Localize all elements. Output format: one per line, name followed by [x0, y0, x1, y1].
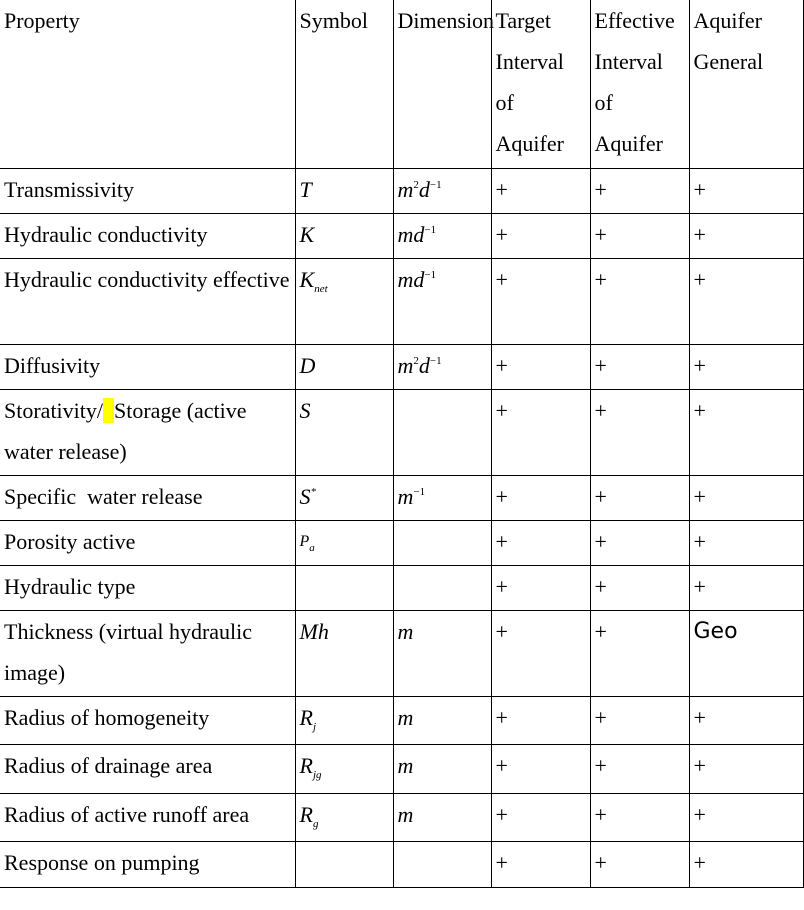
effective-cell: + — [590, 168, 689, 213]
effective-cell: + — [590, 696, 689, 744]
target-cell: + — [491, 258, 590, 344]
dimension-cell: m — [393, 793, 491, 841]
property-cell: Specific water release — [0, 475, 295, 520]
table-row — [0, 744, 803, 793]
dimension-cell — [393, 565, 491, 610]
aquifer-cell: + — [689, 213, 803, 258]
symbol-cell: $R_j$ — [295, 696, 393, 744]
aquifer-cell: + — [689, 793, 803, 841]
property-cell: Porosity active — [0, 520, 295, 565]
dimension-cell: $m^2d^{-1}$ — [393, 168, 491, 213]
symbol-cell: T — [295, 168, 393, 213]
property-cell: Hydraulic conductivity effective — [0, 258, 295, 344]
table-row — [0, 610, 803, 696]
symbol-cell: S — [295, 389, 393, 475]
effective-cell: + — [590, 389, 689, 475]
text-highlight — [103, 398, 114, 423]
symbol-cell: D — [295, 344, 393, 389]
target-cell: + — [491, 793, 590, 841]
effective-cell: + — [590, 475, 689, 520]
table-row — [0, 475, 803, 520]
symbol-cell: S* — [295, 475, 393, 520]
dimension-cell — [393, 389, 491, 475]
table-row — [0, 793, 803, 841]
symbol-cell: Mh — [295, 610, 393, 696]
aquifer-cell: + — [689, 520, 803, 565]
aquifer-cell: + — [689, 475, 803, 520]
property-cell: Radius of drainage area — [0, 744, 295, 793]
property-cell: Hydraulic conductivity — [0, 213, 295, 258]
property-cell: Response on pumping — [0, 841, 295, 887]
symbol-cell: $P_a$ — [295, 520, 393, 565]
aquifer-cell: + — [689, 696, 803, 744]
header-symbol: Symbol — [295, 0, 393, 168]
table-row — [0, 565, 803, 610]
aquifer-cell: + — [689, 258, 803, 344]
target-cell: + — [491, 213, 590, 258]
header-property: Property — [0, 0, 295, 168]
table-row — [0, 258, 803, 344]
table-row — [0, 213, 803, 258]
dimension-cell — [393, 841, 491, 887]
target-cell: + — [491, 565, 590, 610]
target-cell: + — [491, 696, 590, 744]
target-cell: + — [491, 841, 590, 887]
dimension-cell: m — [393, 696, 491, 744]
aquifer-cell: + — [689, 565, 803, 610]
target-cell: + — [491, 344, 590, 389]
dimension-cell: $m^2d^{-1}$ — [393, 344, 491, 389]
property-cell: Radius of homogeneity — [0, 696, 295, 744]
table-row — [0, 168, 803, 213]
table-row — [0, 520, 803, 565]
symbol-cell — [295, 841, 393, 887]
target-cell: + — [491, 520, 590, 565]
effective-cell: + — [590, 520, 689, 565]
dimension-cell: m — [393, 744, 491, 793]
effective-cell: + — [590, 610, 689, 696]
dimension-cell: $md^{-1}$ — [393, 258, 491, 344]
table-row — [0, 344, 803, 389]
aquifer-cell: + — [689, 744, 803, 793]
aquifer-cell: + — [689, 168, 803, 213]
effective-cell: + — [590, 213, 689, 258]
target-cell: + — [491, 610, 590, 696]
dimension-cell: m — [393, 610, 491, 696]
property-cell: Radius of active runoff area — [0, 793, 295, 841]
aquifer-cell: + — [689, 389, 803, 475]
dimension-cell: $m^{-1}$ — [393, 475, 491, 520]
table-row — [0, 841, 803, 887]
property-cell: Diffusivity — [0, 344, 295, 389]
symbol-cell: $R_{jg}$ — [295, 744, 393, 793]
symbol-cell: $R_g$ — [295, 793, 393, 841]
target-cell: + — [491, 389, 590, 475]
header-target-interval: Target Interval of Aquifer — [491, 0, 590, 168]
aquifer-cell: + — [689, 841, 803, 887]
dimension-cell — [393, 520, 491, 565]
effective-cell: + — [590, 744, 689, 793]
target-cell: + — [491, 168, 590, 213]
effective-cell: + — [590, 258, 689, 344]
header-dimension: Dimension — [393, 0, 491, 168]
property-cell: Transmissivity — [0, 168, 295, 213]
target-cell: + — [491, 744, 590, 793]
symbol-cell: $K_{net}$ — [295, 258, 393, 344]
header-row — [0, 0, 803, 168]
symbol-cell — [295, 565, 393, 610]
table-row — [0, 389, 803, 475]
table-row — [0, 696, 803, 744]
effective-cell: + — [590, 344, 689, 389]
symbol-cell: K — [295, 213, 393, 258]
effective-cell: + — [590, 841, 689, 887]
effective-cell: + — [590, 793, 689, 841]
property-cell: Thickness (virtual hydraulic image) — [0, 610, 295, 696]
aquifer-cell: + — [689, 344, 803, 389]
aquifer-cell: Geo — [689, 610, 803, 696]
target-cell: + — [491, 475, 590, 520]
effective-cell: + — [590, 565, 689, 610]
header-effective-interval: Effective Interval of Aquifer — [590, 0, 689, 168]
property-cell: Hydraulic type — [0, 565, 295, 610]
property-cell: Storativity/ Storage (active water release) — [0, 389, 295, 475]
header-aquifer-general: Aquifer General — [689, 0, 803, 168]
dimension-cell: $md^{-1}$ — [393, 213, 491, 258]
